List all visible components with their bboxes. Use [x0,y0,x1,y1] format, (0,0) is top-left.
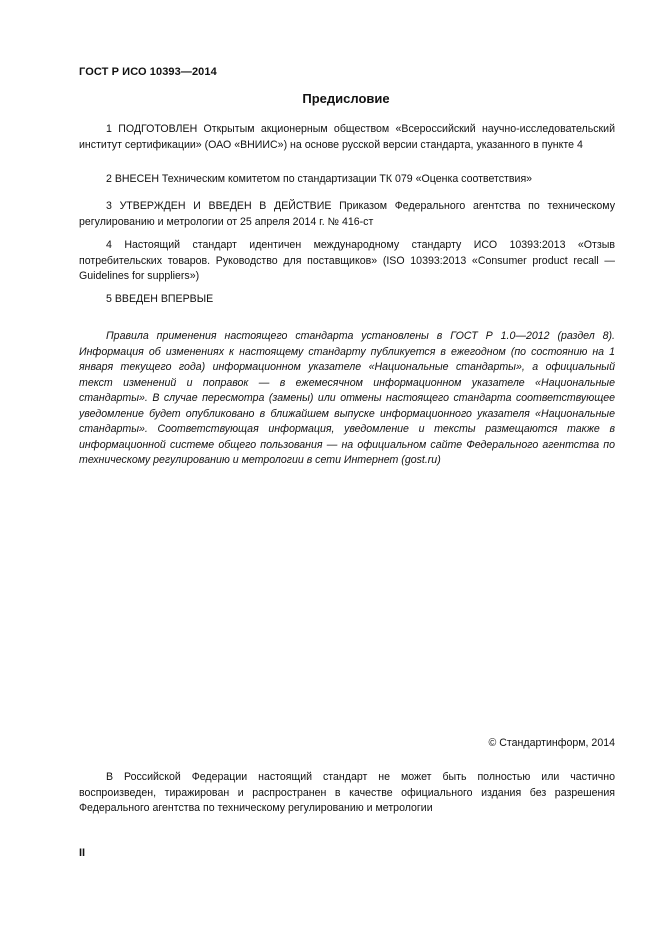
paragraph-4: 4 Настоящий стандарт идентичен международному стандарту ИСО 10393:2013 «Отзыв потребительских товаров. Руководство для поставщиков» (ISO 10393:2013 «Consumer product recall — Guidelines for suppliers») [79,239,615,282]
paragraph-3: 3 УТВЕРЖДЕН И ВВЕДЕН В ДЕЙСТВИЕ Приказом Федерального агентства по техническому регулированию и метрологии от 25 апреля 2014 г. № 416-ст [79,200,615,228]
reproduction-note: В Российской Федерации настоящий стандарт не может быть полностью или частично воспроизведен, тиражирован и распространен в качестве официального издания без разрешения Федерального агентства по техническому регулированию и метрологии [79,771,615,814]
document-header: ГОСТ Р ИСО 10393—2014 [79,66,217,78]
notice-block: Правила применения настоящего стандарта установлены в ГОСТ Р 1.0—2012 (раздел 8). Информация об изменениях к настоящему стандарту публикуется в ежегодном (по состоянию на 1 января текущего года) информационном указателе «Национальные стандарты», а официальный текст изменений и поправок — в ежемесячном информационном указателе «Национальные стандарты». В случае пересмотра (замены) или отмены настоящего стандарта соответствующее уведомление будет опубликовано в ближайшем выпуске информационного указателя «Национальные стандарты». Соответствующая информация, уведомление и тексты размещаются также в информационной системе общего пользования — на официальном сайте Федерального агентства по техническому регулированию и метрологии в сети Интернет (gost.ru) [79,330,615,466]
page-title: Предисловие [302,91,390,106]
page-number: II [79,847,86,859]
copyright: © Стандартинформ, 2014 [488,737,615,749]
paragraph-2: 2 ВНЕСЕН Техническим комитетом по стандартизации ТК 079 «Оценка соответствия» [106,173,533,185]
paragraph-1: 1 ПОДГОТОВЛЕН Открытым акционерным обществом «Всероссийский научно-исследовательский институт сертификации» (ОАО «ВНИИС») на основе русской версии стандарта, указанного в пункте 4 [79,123,615,151]
paragraph-5: 5 ВВЕДЕН ВПЕРВЫЕ [106,293,214,305]
